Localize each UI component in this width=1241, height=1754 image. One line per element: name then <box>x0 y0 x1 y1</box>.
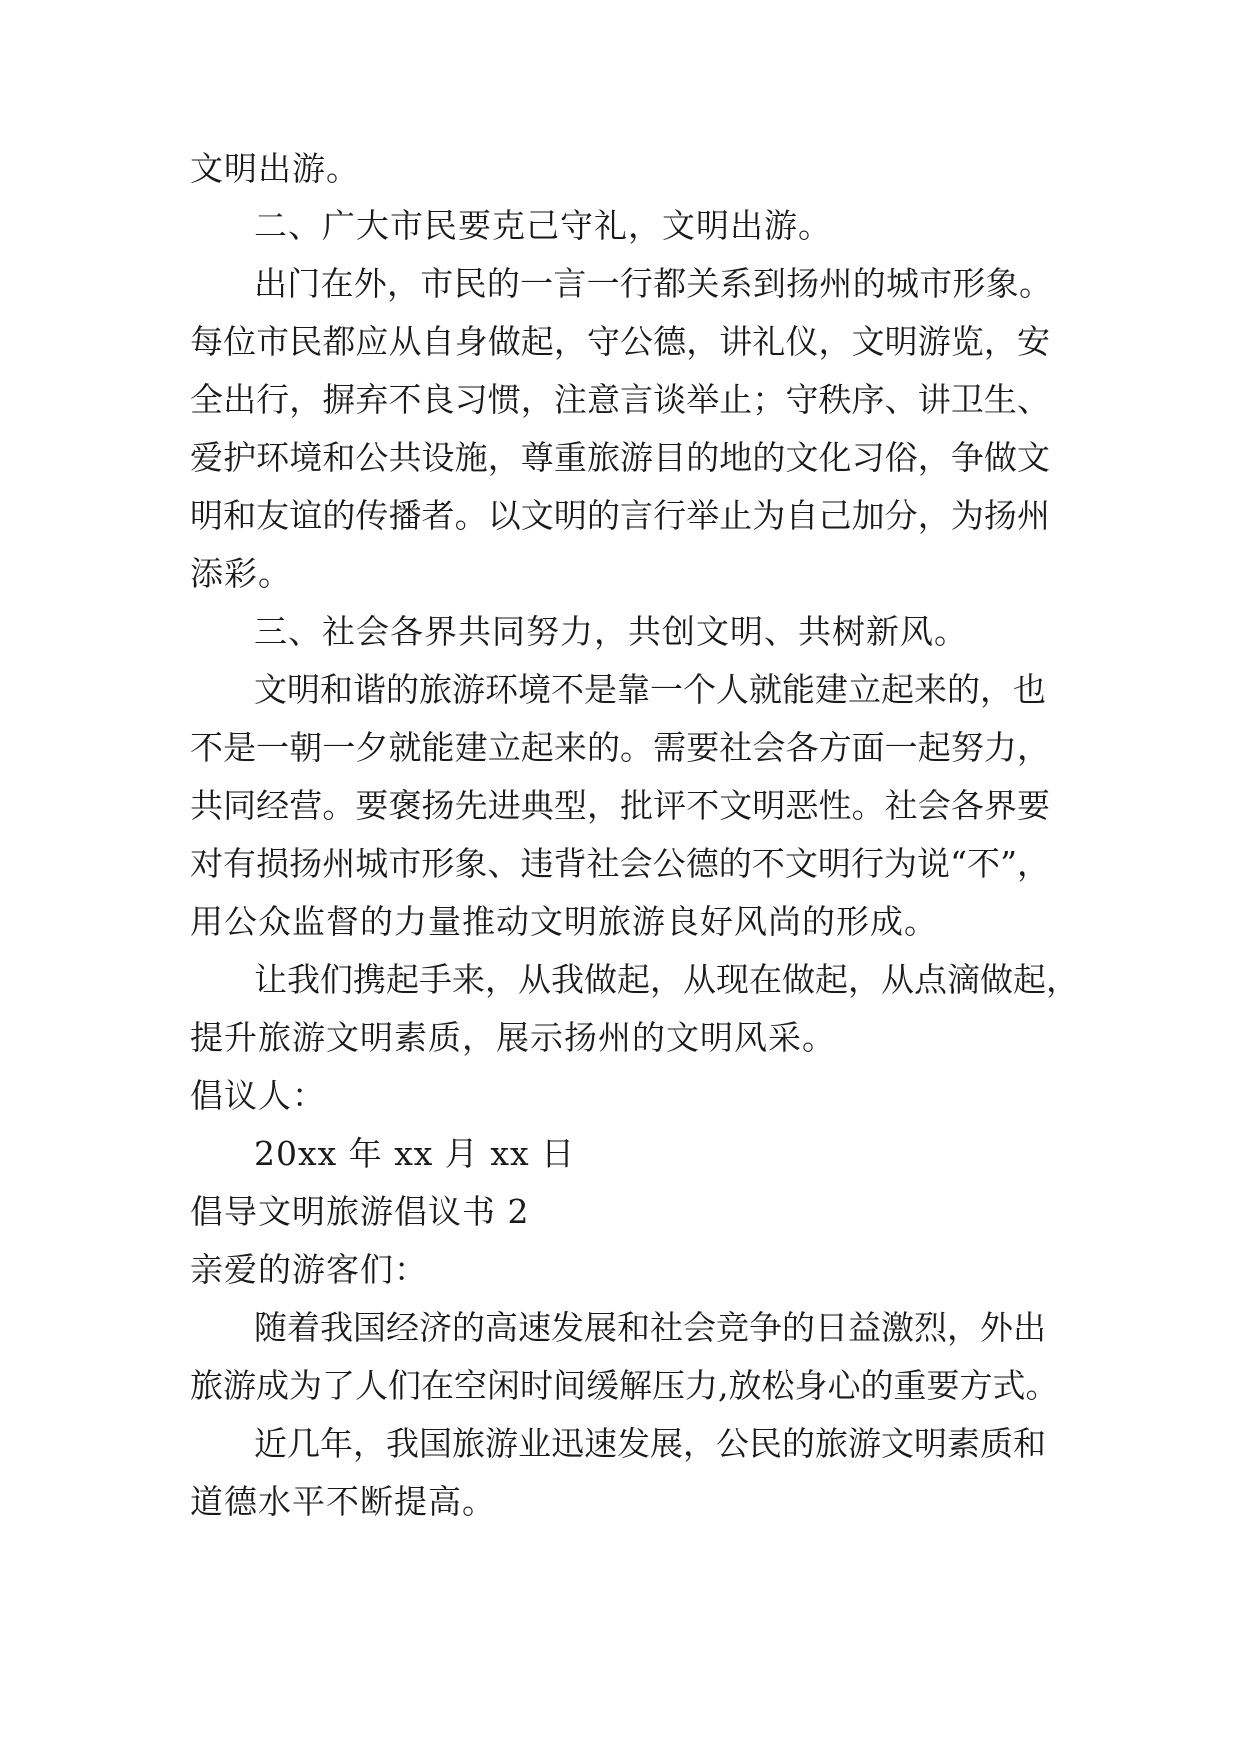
text-line: 提升旅游文明素质，展示扬州的文明风采。 <box>190 1018 836 1057</box>
salutation: 亲爱的游客们： <box>190 1250 428 1289</box>
text-line: 文明和谐的旅游环境不是靠一个人就能建立起来的，也 <box>254 670 1046 709</box>
date-line: 20xx 年 xx 月 xx 日 <box>254 1134 576 1173</box>
text-line: 旅游成为了人们在空闲时间缓解压力,放松身心的重要方式。 <box>190 1366 1059 1405</box>
text-line: 道德水平不断提高。 <box>190 1482 496 1521</box>
text-line: 对有损扬州城市形象、违背社会公德的不文明行为说“不”， <box>190 844 1050 883</box>
section-heading: 三、社会各界共同努力，共创文明、共树新风。 <box>254 612 968 651</box>
text-line: 爱护环境和公共设施，尊重旅游目的地的文化习俗，争做文 <box>190 438 1050 477</box>
text-line: 每位市民都应从自身做起，守公德，讲礼仪，文明游览，安 <box>190 322 1050 361</box>
text-line: 共同经营。要褒扬先进典型，批评不文明恶性。社会各界要 <box>190 786 1050 825</box>
text-line: 用公众监督的力量推动文明旅游良好风尚的形成。 <box>190 902 938 941</box>
text-line: 随着我国经济的高速发展和社会竞争的日益激烈，外出 <box>254 1308 1046 1347</box>
text-line: 明和友谊的传播者。以文明的言行举止为自己加分，为扬州 <box>190 496 1050 535</box>
section-heading: 二、广大市民要克己守礼，文明出游。 <box>254 206 832 245</box>
signature-label: 倡议人： <box>190 1076 326 1115</box>
text-line: 添彩。 <box>190 554 292 593</box>
document-title: 倡导文明旅游倡议书 2 <box>190 1192 530 1231</box>
text-line: 文明出游。 <box>190 149 360 188</box>
text-line: 出门在外，市民的一言一行都关系到扬州的城市形象。 <box>254 264 1052 303</box>
text-line: 全出行，摒弃不良习惯，注意言谈举止；守秩序、讲卫生、 <box>190 380 1050 419</box>
text-line: 不是一朝一夕就能建立起来的。需要社会各方面一起努力， <box>190 728 1050 767</box>
text-line: 近几年，我国旅游业迅速发展，公民的旅游文明素质和 <box>254 1424 1046 1463</box>
text-line: 让我们携起手来，从我做起，从现在做起，从点滴做起， <box>254 960 1079 999</box>
